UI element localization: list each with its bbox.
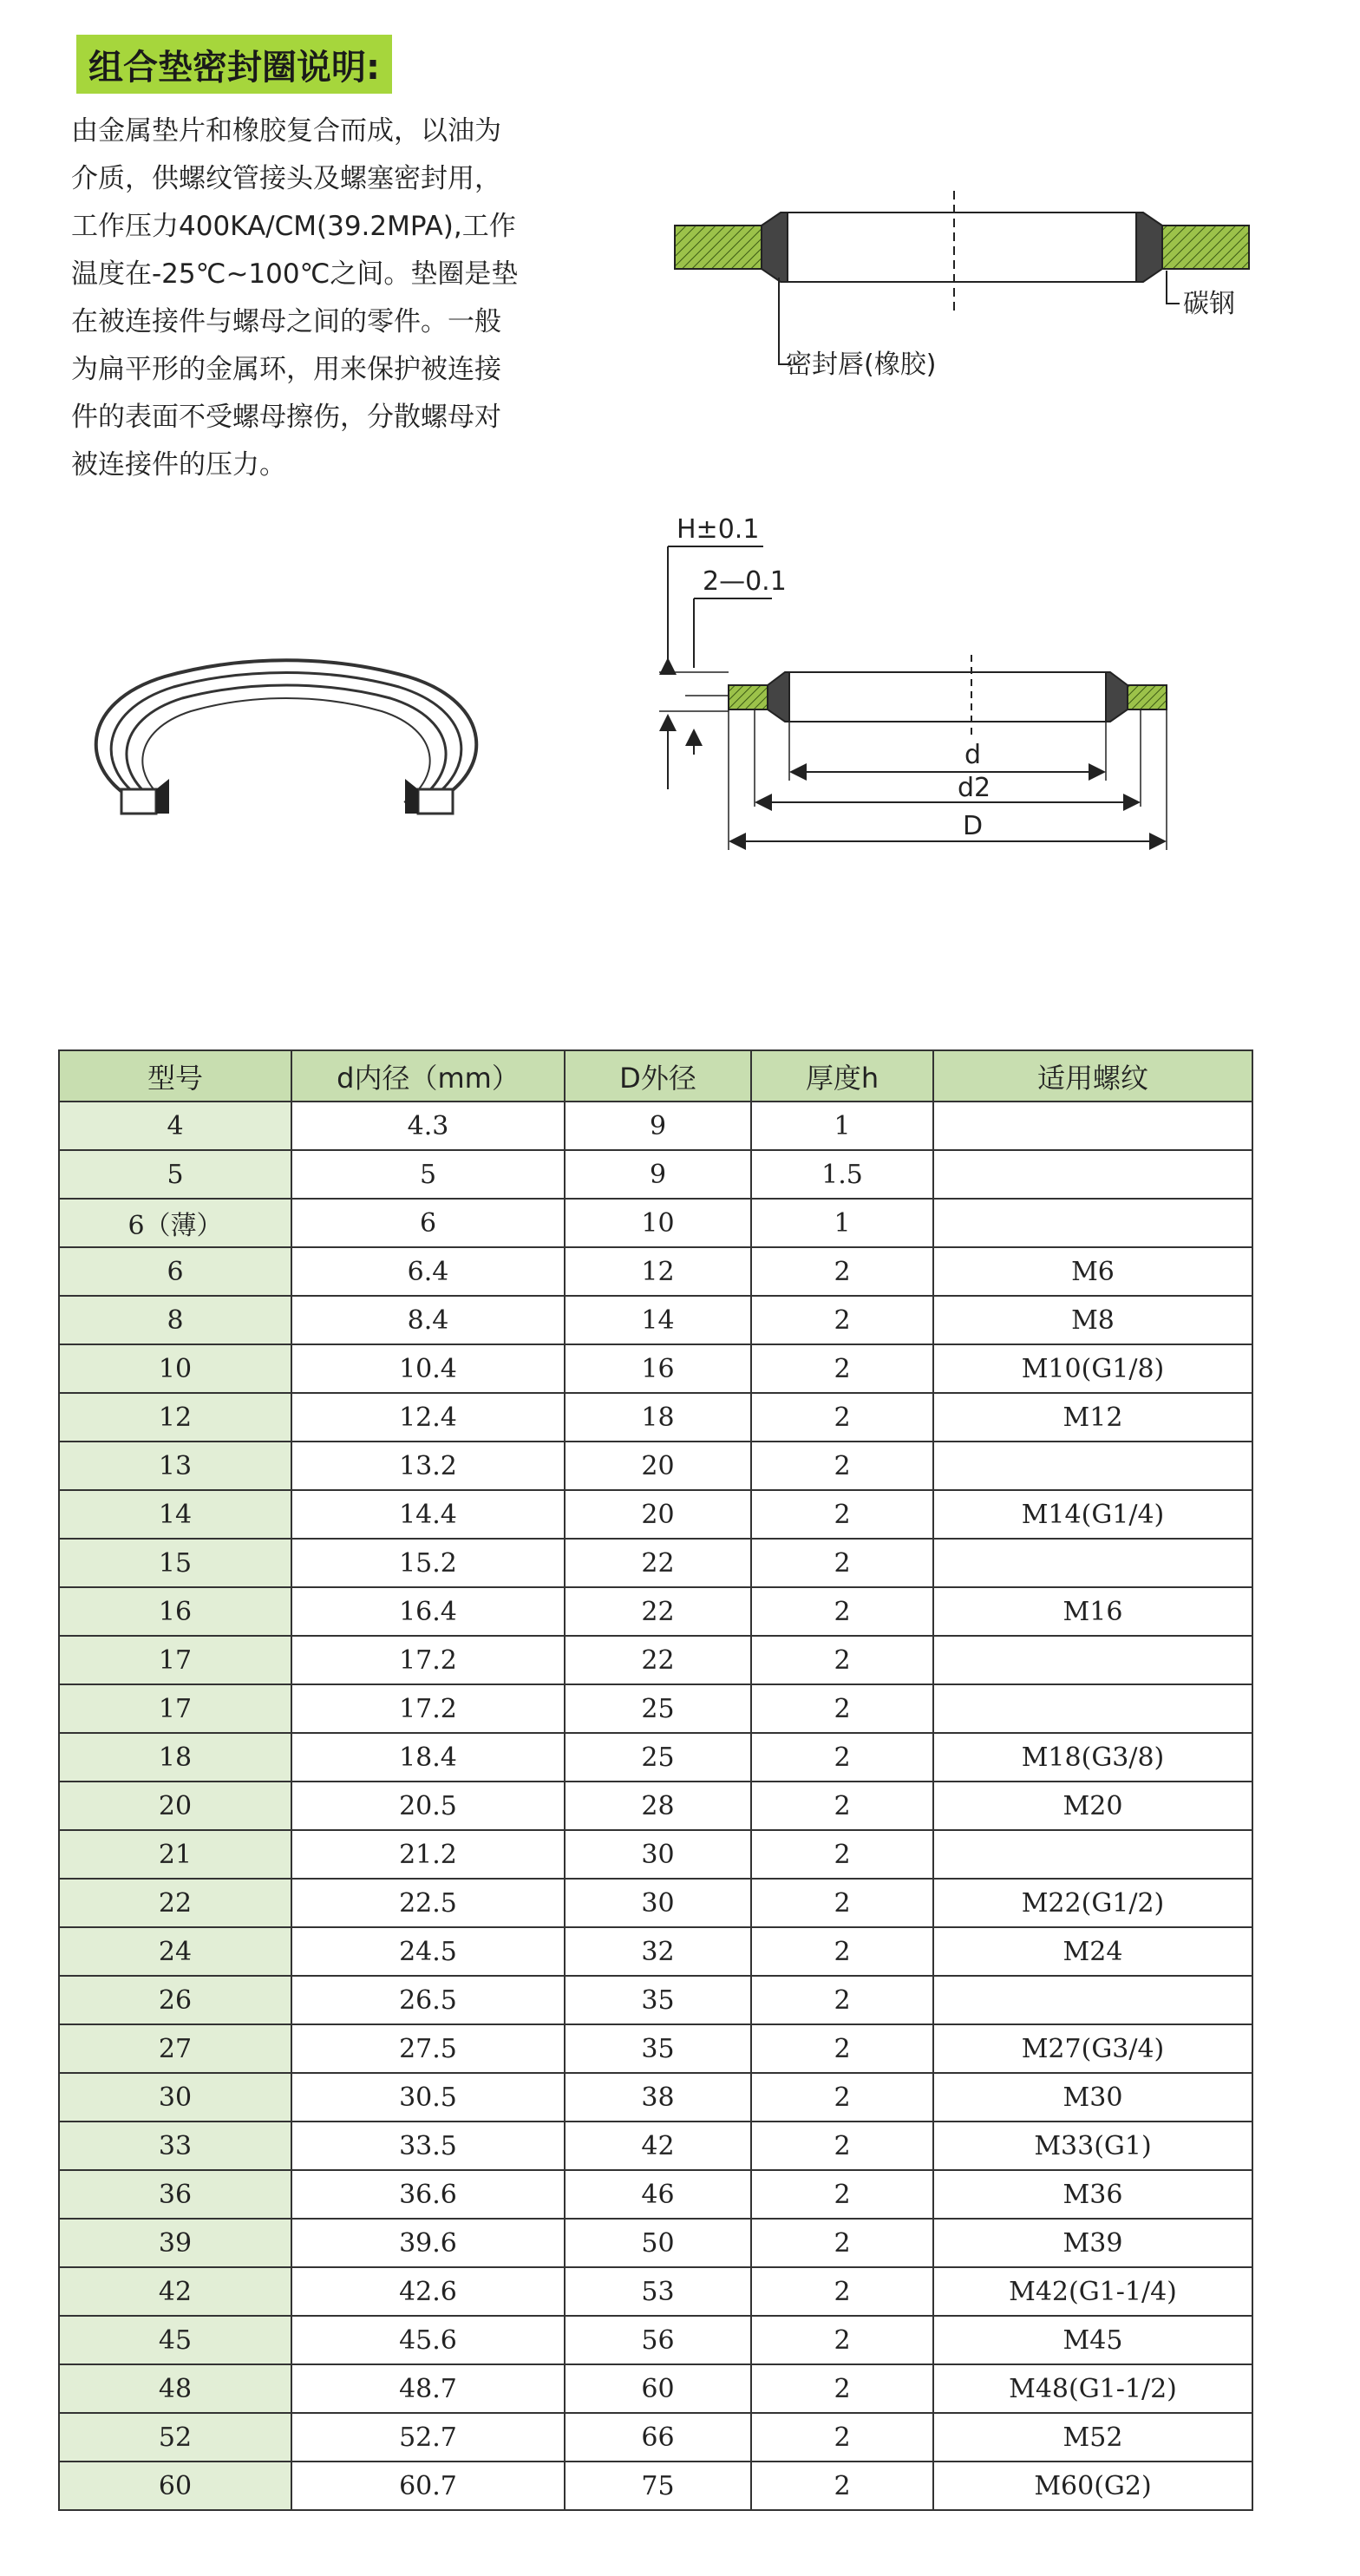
table-row <box>59 1344 1252 1393</box>
table-cell: 10 <box>59 1344 291 1393</box>
table-cell <box>933 1102 1252 1150</box>
table-row <box>59 1247 1252 1296</box>
description-line: 由金属垫片和橡胶复合而成，以油为 <box>71 115 501 147</box>
table-cell: M33(G1) <box>933 2122 1252 2170</box>
table-cell: 26.5 <box>291 1976 565 2024</box>
table-cell: 12 <box>59 1393 291 1442</box>
table-cell: 17 <box>59 1636 291 1684</box>
table-cell: M18(G3/8) <box>933 1733 1252 1782</box>
table-cell: 9 <box>565 1150 751 1199</box>
table-cell: 39 <box>59 2219 291 2267</box>
table-cell: 18 <box>565 1393 751 1442</box>
table-row <box>59 1199 1252 1247</box>
table-cell: 42 <box>59 2267 291 2316</box>
table-cell: 2 <box>751 2267 933 2316</box>
table-row <box>59 1927 1252 1976</box>
table-cell: 16.4 <box>291 1587 565 1636</box>
table-cell: 35 <box>565 2024 751 2073</box>
table-cell: 30 <box>59 2073 291 2122</box>
spec-table <box>58 1049 1253 2511</box>
D-label: D <box>963 811 984 841</box>
table-cell: 17.2 <box>291 1684 565 1733</box>
table-cell: 14 <box>565 1296 751 1344</box>
table-cell: 22 <box>565 1587 751 1636</box>
table-cell: 30 <box>565 1830 751 1879</box>
table-cell: 42 <box>565 2122 751 2170</box>
dimension-drawing <box>642 503 1266 885</box>
table-cell: 6.4 <box>291 1247 565 1296</box>
table-cell: 2 <box>751 2122 933 2170</box>
table-cell: 2 <box>751 1733 933 1782</box>
table-cell: 4 <box>59 1102 291 1150</box>
table-row <box>59 1442 1252 1490</box>
table-cell: 33.5 <box>291 2122 565 2170</box>
header-thickness: 厚度h <box>751 1050 933 1102</box>
table-cell: 6（薄） <box>59 1199 291 1247</box>
header-outer-diameter: D外径 <box>565 1050 751 1102</box>
table-cell <box>933 1684 1252 1733</box>
table-row <box>59 1879 1252 1927</box>
table-cell: 28 <box>565 1782 751 1830</box>
table-cell: 20 <box>59 1782 291 1830</box>
table-cell: 66 <box>565 2413 751 2462</box>
table-cell: 12.4 <box>291 1393 565 1442</box>
table-cell: 30.5 <box>291 2073 565 2122</box>
table-header-row <box>59 1050 1252 1102</box>
description-line: 为扁平形的金属环，用来保护被连接 <box>71 354 501 385</box>
table-row <box>59 1150 1252 1199</box>
table-cell: M48(G1-1/2) <box>933 2364 1252 2413</box>
description-line: 工作压力400KA/CM(39.2MPA),工作 <box>71 211 516 242</box>
table-cell: M39 <box>933 2219 1252 2267</box>
table-cell: 2 <box>751 2024 933 2073</box>
table-cell: 24.5 <box>291 1927 565 1976</box>
table-cell <box>933 1636 1252 1684</box>
table-cell: M10(G1/8) <box>933 1344 1252 1393</box>
steel-label: 碳钢 <box>1183 289 1235 319</box>
table-cell: 1.5 <box>751 1150 933 1199</box>
table-cell: 21.2 <box>291 1830 565 1879</box>
table-cell: 5 <box>59 1150 291 1199</box>
description-line: 被连接件的压力。 <box>71 449 286 481</box>
table-cell: 16 <box>565 1344 751 1393</box>
description-line: 介质，供螺纹管接头及螺塞密封用， <box>71 163 501 194</box>
table-cell: 13 <box>59 1442 291 1490</box>
table-row <box>59 1539 1252 1587</box>
table-cell: 33 <box>59 2122 291 2170</box>
table-body <box>59 1102 1252 2510</box>
table-cell: M42(G1-1/4) <box>933 2267 1252 2316</box>
steel-leader <box>1167 271 1180 304</box>
description-line: 温度在-25℃~100℃之间。垫圈是垫 <box>71 258 519 290</box>
table-cell: 2 <box>751 1587 933 1636</box>
table-cell: M45 <box>933 2316 1252 2364</box>
table-cell: M30 <box>933 2073 1252 2122</box>
table-cell <box>933 1199 1252 1247</box>
table-cell: 2 <box>751 2316 933 2364</box>
table-row <box>59 2024 1252 2073</box>
table-cell: 2 <box>751 1296 933 1344</box>
table-cell: 36 <box>59 2170 291 2219</box>
table-cell: 2 <box>751 1927 933 1976</box>
table-cell: M6 <box>933 1247 1252 1296</box>
table-row <box>59 1393 1252 1442</box>
table-cell: 10.4 <box>291 1344 565 1393</box>
right-rubber-lip <box>1136 212 1162 282</box>
table-cell: 18.4 <box>291 1733 565 1782</box>
table-cell: M16 <box>933 1587 1252 1636</box>
table-row <box>59 1733 1252 1782</box>
table-cell: 27.5 <box>291 2024 565 2073</box>
table-cell: 4.3 <box>291 1102 565 1150</box>
table-cell: 2 <box>751 1684 933 1733</box>
table-cell: 48.7 <box>291 2364 565 2413</box>
table-cell: 30 <box>565 1879 751 1927</box>
table-row <box>59 2413 1252 2462</box>
table-cell: 27 <box>59 2024 291 2073</box>
table-row <box>59 2316 1252 2364</box>
table-row <box>59 1102 1252 1150</box>
table-cell: 2 <box>751 2219 933 2267</box>
table-cell: 9 <box>565 1102 751 1150</box>
table-cell: M27(G3/4) <box>933 2024 1252 2073</box>
table-row <box>59 2073 1252 2122</box>
table-cell: 17.2 <box>291 1636 565 1684</box>
table-row <box>59 1830 1252 1879</box>
left-steel-ring <box>675 226 762 269</box>
table-cell: 20 <box>565 1490 751 1539</box>
table-cell: M22(G1/2) <box>933 1879 1252 1927</box>
table-cell: 2 <box>751 1636 933 1684</box>
table-cell: 2 <box>751 1976 933 2024</box>
table-cell: 22.5 <box>291 1879 565 1927</box>
table-cell: 26 <box>59 1976 291 2024</box>
description-line: 件的表面不受螺母擦伤，分散螺母对 <box>71 402 501 433</box>
table-cell <box>933 1442 1252 1490</box>
table-cell: M36 <box>933 2170 1252 2219</box>
table-cell: 2 <box>751 1442 933 1490</box>
table-cell: 13.2 <box>291 1442 565 1490</box>
table-row <box>59 2267 1252 2316</box>
table-cell: 2 <box>751 2462 933 2510</box>
table-cell: 14.4 <box>291 1490 565 1539</box>
table-row <box>59 2122 1252 2170</box>
table-cell: 10 <box>565 1199 751 1247</box>
table-cell: 2 <box>751 1782 933 1830</box>
header-thread: 适用螺纹 <box>933 1050 1252 1102</box>
table-cell: 46 <box>565 2170 751 2219</box>
table-cell: 2 <box>751 1344 933 1393</box>
table-row <box>59 1684 1252 1733</box>
table-cell: 15.2 <box>291 1539 565 1587</box>
h-tolerance-label: H±0.1 <box>677 514 760 545</box>
table-cell <box>933 1150 1252 1199</box>
table-row <box>59 2219 1252 2267</box>
table-cell: 12 <box>565 1247 751 1296</box>
table-row <box>59 1296 1252 1344</box>
table-row <box>59 1587 1252 1636</box>
table-cell: 48 <box>59 2364 291 2413</box>
table-cell: M8 <box>933 1296 1252 1344</box>
table-cell: 2 <box>751 2073 933 2122</box>
thickness-tolerance-label: 2—0.1 <box>703 566 787 597</box>
table-cell: 32 <box>565 1927 751 1976</box>
table-cell: 39.6 <box>291 2219 565 2267</box>
table-cell: 50 <box>565 2219 751 2267</box>
table-cell: 17 <box>59 1684 291 1733</box>
table-cell: 14 <box>59 1490 291 1539</box>
table-cell: M14(G1/4) <box>933 1490 1252 1539</box>
table-cell: 15 <box>59 1539 291 1587</box>
table-cell: 35 <box>565 1976 751 2024</box>
section-title: 组合垫密封圈说明: <box>76 35 392 94</box>
table-cell: 2 <box>751 1247 933 1296</box>
table-cell <box>933 1830 1252 1879</box>
table-cell: 8 <box>59 1296 291 1344</box>
table-cell: 1 <box>751 1102 933 1150</box>
table-cell: 25 <box>565 1684 751 1733</box>
right-steel-ring <box>1162 226 1249 269</box>
table-cell: 22 <box>565 1539 751 1587</box>
ring-perspective-drawing <box>61 624 512 833</box>
table-row <box>59 1782 1252 1830</box>
table-cell: 60 <box>565 2364 751 2413</box>
table-cell: 24 <box>59 1927 291 1976</box>
table-cell: 22 <box>565 1636 751 1684</box>
table-row <box>59 2462 1252 2510</box>
header-inner-diameter: d内径（mm） <box>291 1050 565 1102</box>
left-rubber-lip <box>762 212 788 282</box>
table-cell: 5 <box>291 1150 565 1199</box>
table-cell: M60(G2) <box>933 2462 1252 2510</box>
table-cell: 52 <box>59 2413 291 2462</box>
table-cell: 2 <box>751 1879 933 1927</box>
table-cell: 52.7 <box>291 2413 565 2462</box>
table-cell: 75 <box>565 2462 751 2510</box>
table-cell: 42.6 <box>291 2267 565 2316</box>
table-row <box>59 2364 1252 2413</box>
table-cell: 6 <box>59 1247 291 1296</box>
table-cell: 2 <box>751 2364 933 2413</box>
table-cell: M20 <box>933 1782 1252 1830</box>
table-cell: 8.4 <box>291 1296 565 1344</box>
table-cell: M24 <box>933 1927 1252 1976</box>
table-cell: 36.6 <box>291 2170 565 2219</box>
table-cell: 56 <box>565 2316 751 2364</box>
seal-label: 密封唇(橡胶) <box>786 350 937 380</box>
table-cell: 2 <box>751 2413 933 2462</box>
cross-section-diagram <box>659 173 1266 399</box>
table-cell: 38 <box>565 2073 751 2122</box>
table-cell: 16 <box>59 1587 291 1636</box>
table-row <box>59 1490 1252 1539</box>
table-cell: 2 <box>751 1830 933 1879</box>
table-cell: 1 <box>751 1199 933 1247</box>
description <box>71 108 626 489</box>
table-cell: M12 <box>933 1393 1252 1442</box>
table-row <box>59 1976 1252 2024</box>
table-cell <box>933 1539 1252 1587</box>
table-cell: 21 <box>59 1830 291 1879</box>
header-model: 型号 <box>59 1050 291 1102</box>
table-cell: 60.7 <box>291 2462 565 2510</box>
d-label: d <box>964 740 982 770</box>
table-cell: 45 <box>59 2316 291 2364</box>
table-row <box>59 1636 1252 1684</box>
table-cell: 53 <box>565 2267 751 2316</box>
table-cell <box>933 1976 1252 2024</box>
table-cell: M52 <box>933 2413 1252 2462</box>
table-cell: 60 <box>59 2462 291 2510</box>
table-cell: 25 <box>565 1733 751 1782</box>
table-cell: 2 <box>751 1393 933 1442</box>
table-cell: 2 <box>751 1490 933 1539</box>
description-line: 在被连接件与螺母之间的零件。一般 <box>71 306 501 337</box>
table-cell: 20.5 <box>291 1782 565 1830</box>
table-cell: 6 <box>291 1199 565 1247</box>
table-cell: 20 <box>565 1442 751 1490</box>
table-cell: 2 <box>751 1539 933 1587</box>
table-cell: 45.6 <box>291 2316 565 2364</box>
table-cell: 2 <box>751 2170 933 2219</box>
d2-label: d2 <box>958 773 991 803</box>
table-row <box>59 2170 1252 2219</box>
table-cell: 18 <box>59 1733 291 1782</box>
table-cell: 22 <box>59 1879 291 1927</box>
